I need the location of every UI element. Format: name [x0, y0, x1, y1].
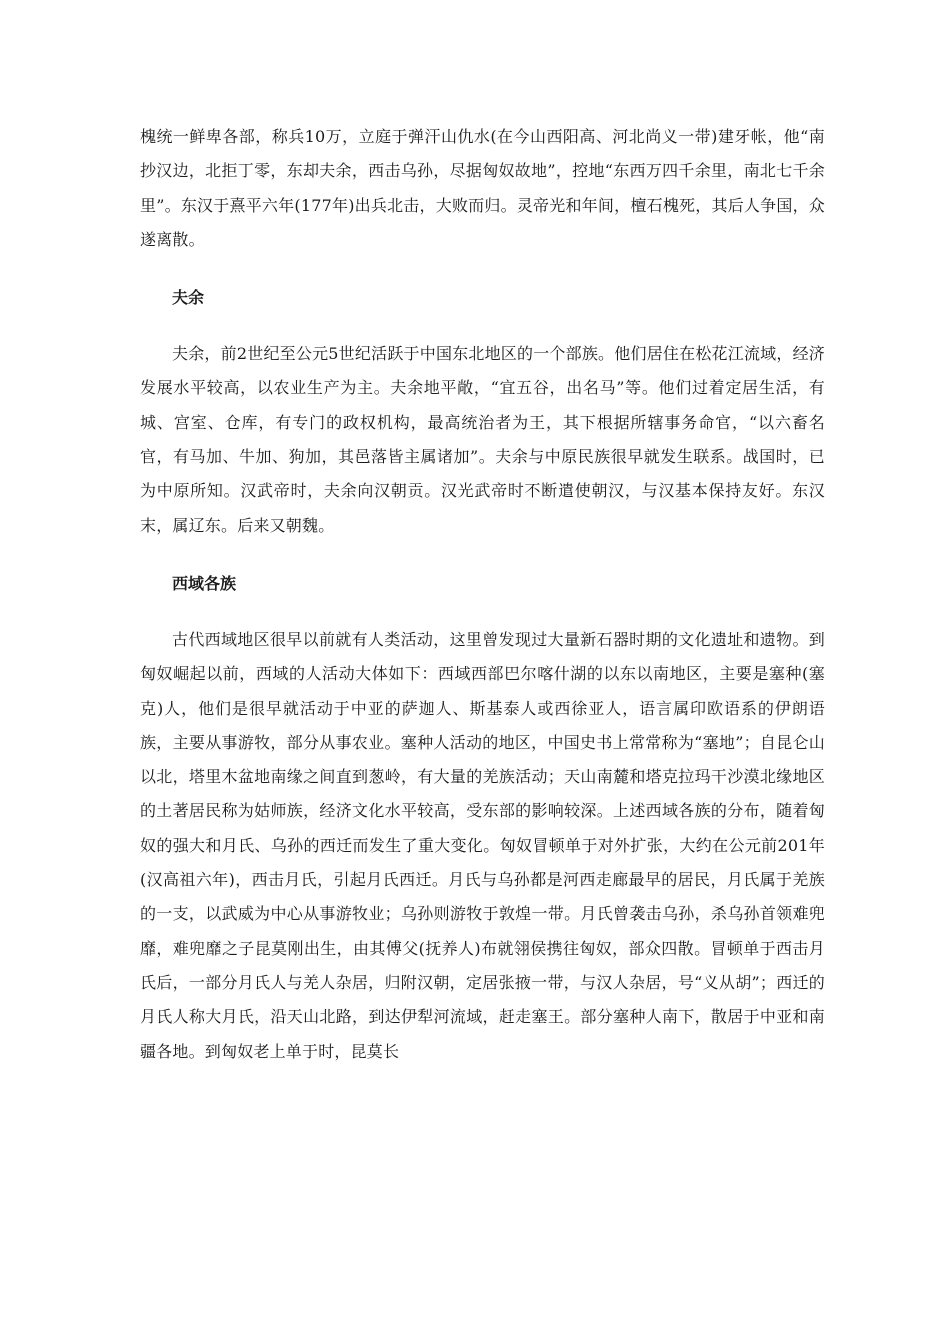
section-paragraph-xiyu: 古代西域地区很早以前就有人类活动，这里曾发现过大量新石器时期的文化遗址和遗物。到匈奴崛起以前，西域的人活动大体如下：西域西部巴尔喀什湖的以东以南地区，主要是塞种(塞克)人，他们是很早就活动于中亚的萨迦人、斯基泰人或西徐亚人，语言属印欧语系的伊朗语族，主要从事游牧，部分从事农业。塞种人活动的地区，中国史书上常常称为“塞地”；自昆仑山以北，塔里木盆地南缘之间直到葱岭，有大量的羌族活动；天山南麓和塔克拉玛干沙漠北缘地区的土著居民称为姑师族，经济文化水平较高，受东部的影响较深。上述西域各族的分布，随着匈奴的强大和月氏、乌孙的西迁而发生了重大变化。匈奴冒顿单于对外扩张，大约在公元前201年(汉高祖六年)，西击月氏，引起月氏西迁。月氏与乌孙都是河西走廊最早的居民，月氏属于羌族的一支，以武威为中心从事游牧业；乌孙则游牧于敦煌一带。月氏曾袭击乌孙，杀乌孙首领难兜靡，难兜靡之子昆莫刚出生，由其傅父(抚养人)布就翎侯携往匈奴，部众四散。冒顿单于西击月氏后，一部分月氏人与羌人杂居，归附汉朝，定居张掖一带，与汉人杂居，号“义从胡”；西迁的月氏人称大月氏，沿天山北路，到达伊犁河流域，赶走塞王。部分塞种人南下，散居于中亚和南疆各地。到匈奴老上单于时，昆莫长	[140, 629, 825, 1061]
section-heading-fuyu: 夫余	[172, 288, 205, 308]
spacer	[140, 543, 825, 569]
spacer	[140, 313, 825, 337]
spacer	[140, 257, 825, 283]
spacer	[140, 599, 825, 623]
section-paragraph-fuyu: 夫余，前2世纪至公元5世纪活跃于中国东北地区的一个部族。他们居住在松花江流域，经济发展水平较高，以农业生产为主。夫余地平敞，“宜五谷，出名马”等。他们过着定居生活，有城、宫室、仓库，有专门的政权机构，最高统治者为王，其下根据所辖事务命官，“以六畜名官，有马加、牛加、狗加，其邑落皆主属诸加”。夫余与中原民族很早就发生联系。战国时，已为中原所知。汉武帝时，夫余向汉朝贡。汉光武帝时不断遣使朝汉，与汉基本保持友好。东汉末，属辽东。后来又朝魏。	[140, 344, 825, 535]
intro-paragraph: 槐统一鲜卑各部，称兵10万，立庭于弹汗山仇水(在今山西阳高、河北尚义一带)建牙帐，他“南抄汉边，北拒丁零，东却夫余，西击乌孙，尽据匈奴故地”，控地“东西万四千余里，南北七千余里”。东汉于熹平六年(177年)出兵北击，大败而归。灵帝光和年间，檀石槐死，其后人争国，众遂离散。	[140, 127, 825, 249]
document-body	[140, 120, 825, 1069]
section-heading-xiyu: 西域各族	[172, 573, 237, 593]
